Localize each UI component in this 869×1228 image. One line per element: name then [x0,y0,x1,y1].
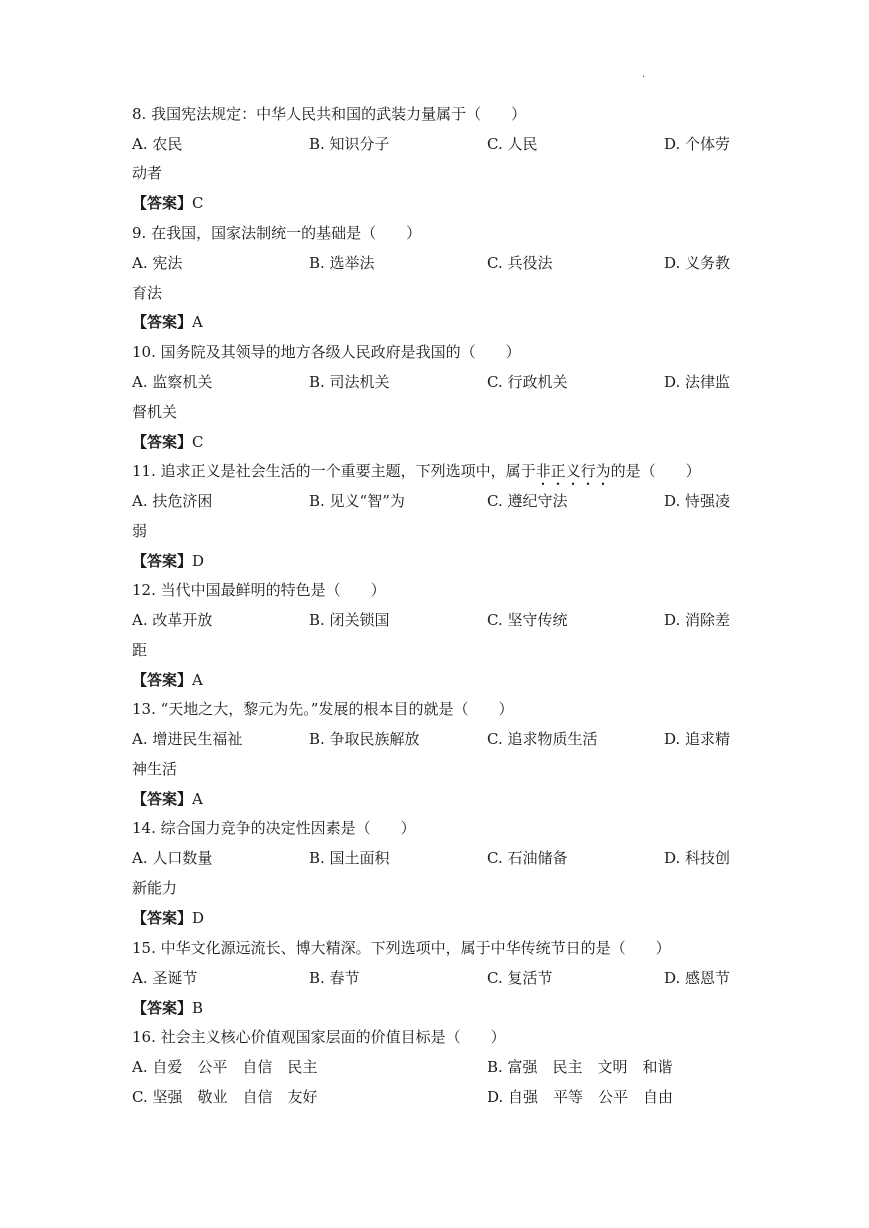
answer-label: 【答案】 [132,671,193,689]
option-c: C. 行政机关 [487,373,568,391]
option-a: A. 扶危济困 [132,492,213,510]
answer-value: D [192,909,205,927]
option-a: A. 圣诞节 [132,969,198,987]
question-13-option-wrap: 神生活 [132,760,178,778]
question-8-answer [132,192,204,214]
question-13-stem: 13. “天地之大，黎元为先。”发展的根本目的就是（ ） [132,700,514,718]
option-b: B. 见义“智”为 [309,492,405,510]
option-c: C. 坚守传统 [487,611,568,629]
option-c: C. 石油储备 [487,849,568,867]
answer-label: 【答案】 [132,909,193,927]
question-12-option-wrap: 距 [132,641,148,659]
option-b: B. 知识分子 [309,135,390,153]
option-a: A. 自爱 公平 自信 民主 [132,1058,318,1076]
question-14-answer [132,907,204,929]
option-a: A. 增进民生福祉 [132,730,243,748]
option-c: C. 人民 [487,135,538,153]
answer-label: 【答案】 [132,552,193,570]
question-11-stem [132,460,701,482]
option-d: D. 科技创 [664,849,731,867]
answer-label: 【答案】 [132,194,193,212]
question-8-option-wrap: 动者 [132,164,163,182]
question-15-answer [132,997,203,1019]
question-14-stem: 14. 综合国力竞争的决定性因素是（ ） [132,819,416,837]
question-9-option-wrap: 育法 [132,284,163,302]
option-b: B. 国土面积 [309,849,390,867]
answer-label: 【答案】 [132,790,193,808]
option-c: C. 兵役法 [487,254,553,272]
emphasized-text: 非正义行为 [535,462,611,480]
answer-label: 【答案】 [132,999,193,1017]
option-a: A. 人口数量 [132,849,213,867]
option-a: A. 农民 [132,135,183,153]
option-b: B. 选举法 [309,254,375,272]
page-mark: · [642,72,646,83]
question-13-answer [132,788,203,810]
stem-text: 11. 追求正义是社会生活的一个重要主题，下列选项中，属于 [132,462,536,480]
option-c: C. 追求物质生活 [487,730,598,748]
question-11-option-wrap: 弱 [132,522,148,540]
option-d: D. 自强 平等 公平 自由 [487,1088,674,1106]
answer-label: 【答案】 [132,313,193,331]
option-d: D. 法律监 [664,373,731,391]
option-c: C. 遵纪守法 [487,492,568,510]
option-c: C. 坚强 敬业 自信 友好 [132,1088,318,1106]
answer-value: C [192,194,204,212]
answer-value: B [192,999,204,1017]
question-10-answer [132,431,204,453]
answer-value: C [192,433,204,451]
question-15-stem: 15. 中华文化源远流长、博大精深。下列选项中，属于中华传统节日的是（ ） [132,939,671,957]
option-d: D. 消除差 [664,611,731,629]
option-b: B. 闭关锁国 [309,611,390,629]
question-16-stem: 16. 社会主义核心价值观国家层面的价值目标是（ ） [132,1028,506,1046]
question-9-stem: 9. 在我国，国家法制统一的基础是（ ） [132,224,422,242]
answer-value: A [192,790,203,808]
question-12-answer [132,669,203,691]
option-d: D. 追求精 [664,730,731,748]
question-10-stem: 10. 国务院及其领导的地方各级人民政府是我国的（ ） [132,343,521,361]
option-b: B. 富强 民主 文明 和谐 [487,1058,673,1076]
option-a: A. 宪法 [132,254,183,272]
answer-value: A [192,671,203,689]
option-d: D. 义务教 [664,254,731,272]
question-12-stem: 12. 当代中国最鲜明的特色是（ ） [132,581,386,599]
option-b: B. 争取民族解放 [309,730,420,748]
option-b: B. 春节 [309,969,360,987]
option-c: C. 复活节 [487,969,553,987]
answer-label: 【答案】 [132,433,193,451]
question-14-option-wrap: 新能力 [132,879,178,897]
question-8-stem: 8. 我国宪法规定：中华人民共和国的武装力量属于（ ） [132,105,527,123]
option-b: B. 司法机关 [309,373,390,391]
answer-value: A [192,313,203,331]
option-d: D. 恃强凌 [664,492,731,510]
option-a: A. 改革开放 [132,611,213,629]
option-d: D. 个体劳 [664,135,731,153]
question-9-answer [132,311,203,333]
option-d: D. 感恩节 [664,969,731,987]
stem-text-end: 的是（ ） [610,462,701,480]
question-11-answer [132,550,204,572]
question-10-option-wrap: 督机关 [132,403,178,421]
option-a: A. 监察机关 [132,373,213,391]
answer-value: D [192,552,205,570]
